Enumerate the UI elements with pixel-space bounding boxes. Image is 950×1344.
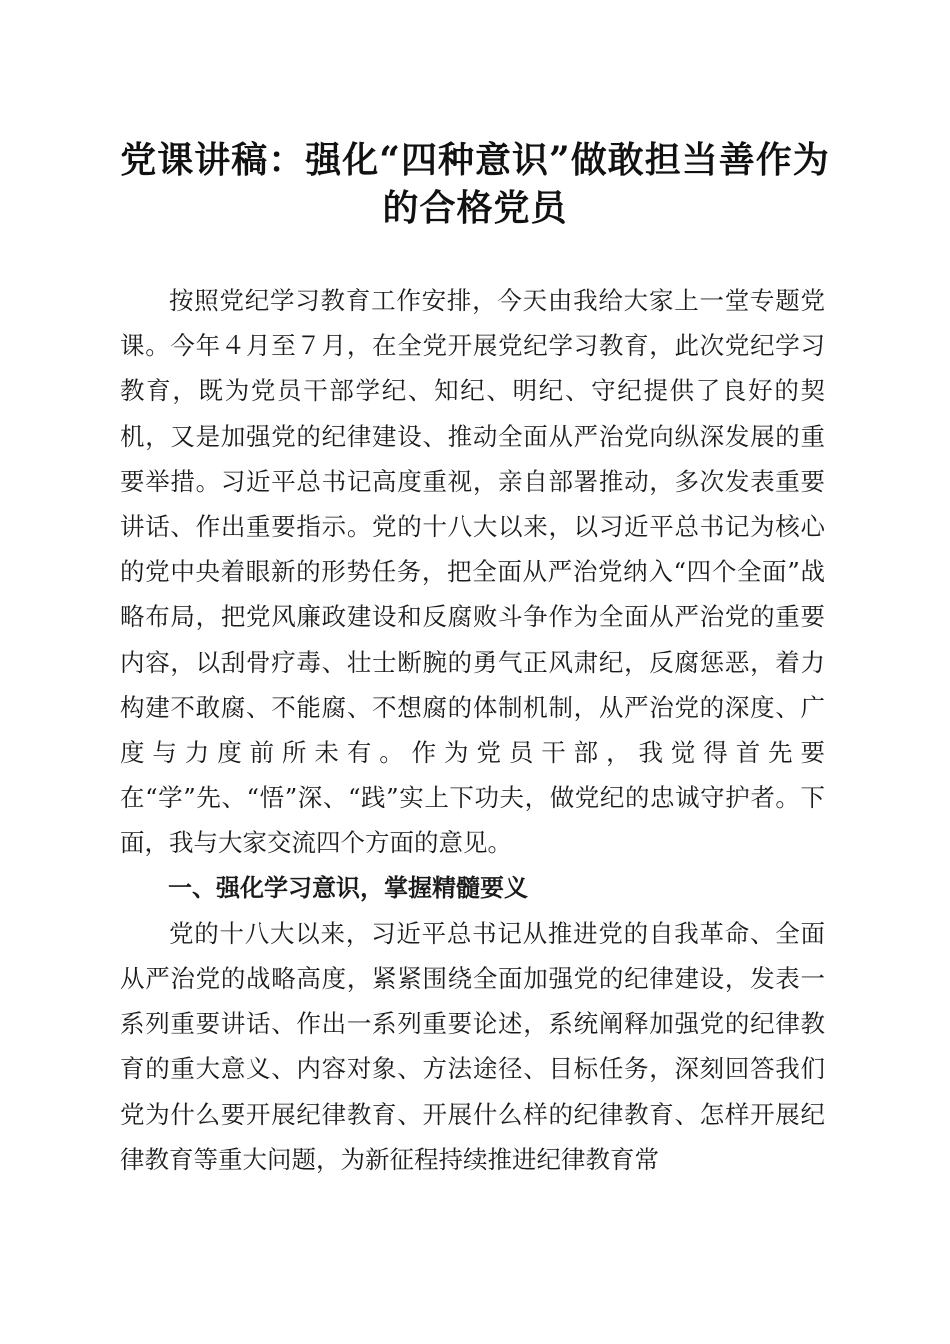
title-line-2: 的合格党员	[382, 187, 568, 229]
title-line-1: 党课讲稿：强化“四种意识”做敢担当善作为	[120, 139, 830, 181]
document-title	[100, 136, 850, 232]
paragraph-section-1: 党的十八大以来，习近平总书记从推进党的自我革命、全面从严治党的战略高度，紧紧围绕全面加强党的纪律建设，发表一系列重要讲话、作出一系列重要论述，系统阐释加强党的纪律教育的重大意义、内容对象、方法途径、目标任务，深刻回答我们党为什么要开展纪律教育、开展什么样的纪律教育、怎样开展纪律教育等重大问题，为新征程持续推进纪律教育常	[120, 918, 825, 1174]
document-body	[120, 278, 825, 1182]
section-heading-1: 一、强化学习意识，掌握精髓要义	[168, 873, 528, 902]
paragraph-intro: 按照党纪学习教育工作安排，今天由我给大家上一堂专题党课。今年４月至７月，在全党开展党纪学习教育，此次党纪学习教育，既为党员干部学纪、知纪、明纪、守纪提供了良好的契机，又是加强党的纪律建设、推动全面从严治党向纵深发展的重要举措。习近平总书记高度重视，亲自部署推动，多次发表重要讲话、作出重要指示。党的十八大以来，以习近平总书记为核心的党中央着眼新的形势任务，把全面从严治党纳入“四个全面”战略布局，把党风廉政建设和反腐败斗争作为全面从严治党的重要内容，以刮骨疗毒、壮士断腕的勇气正风肃纪，反腐惩恶，着力构建不敢腐、不能腐、不想腐的体制机制，从严治党的深度、广度与力度前所未有。作为党员干部，我觉得首先要在“学”先、“悟”深、“践”实上下功夫，做党纪的忠诚守护者。下面，我与大家交流四个方面的意见。	[120, 286, 825, 858]
